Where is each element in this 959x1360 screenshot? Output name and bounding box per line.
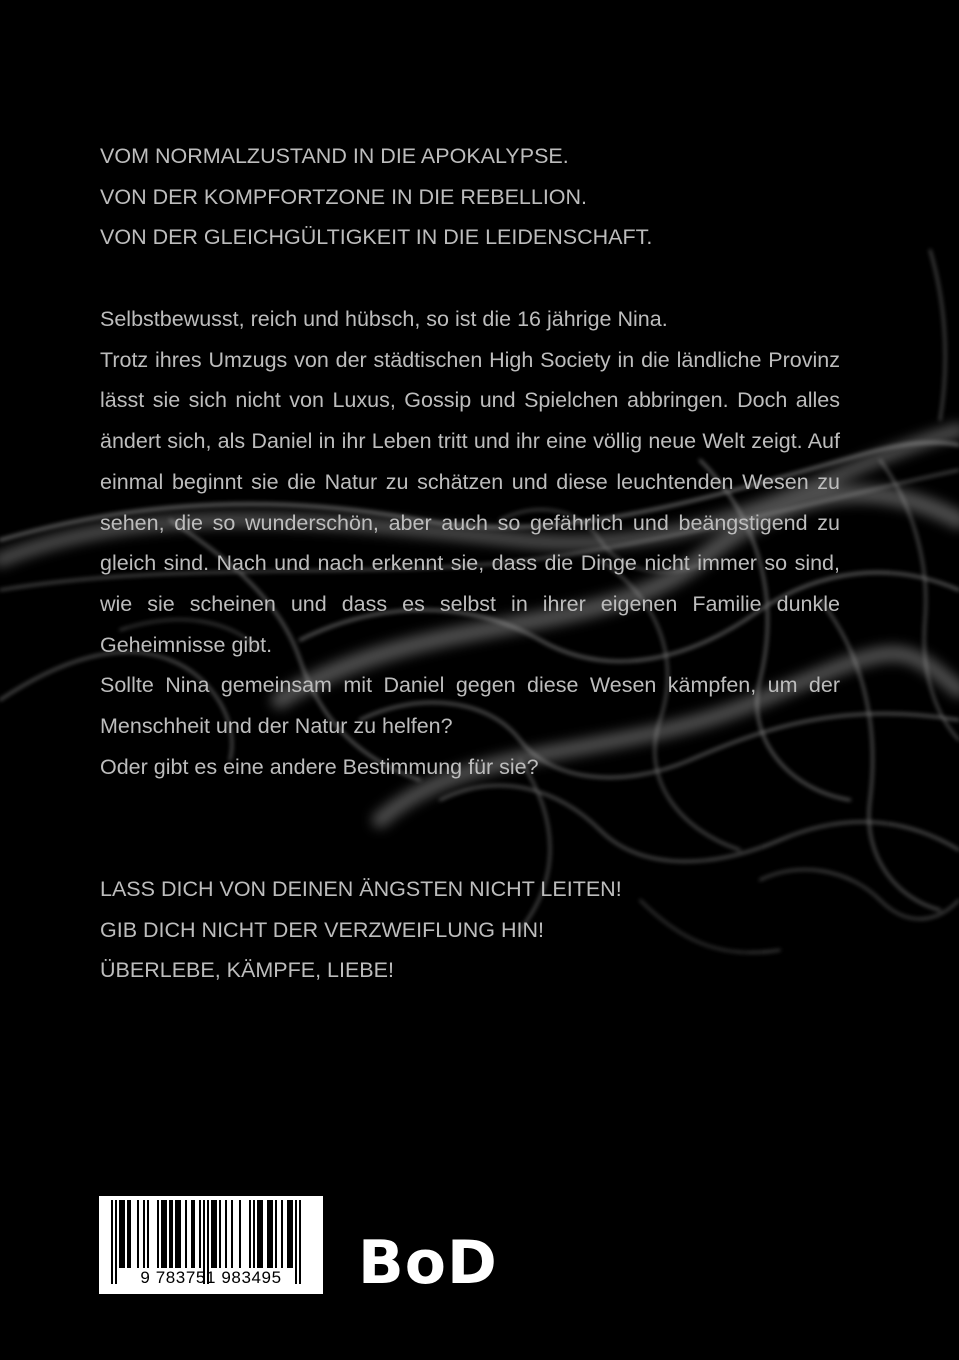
barcode-bar [161, 1200, 163, 1268]
barcode-bar [225, 1200, 227, 1268]
barcode-bar [191, 1200, 193, 1268]
slogan-line: ÜBERLEBE, KÄMPFE, LIEBE! [100, 958, 394, 983]
barcode-bar [121, 1200, 123, 1268]
barcode-bar [219, 1200, 221, 1268]
slogan-line: LASS DICH VON DEINEN ÄNGSTEN NICHT LEITEN! [100, 877, 622, 901]
barcode-bar [267, 1200, 269, 1268]
barcode-bar [163, 1200, 165, 1268]
blurb-text [100, 299, 840, 787]
isbn-number: 9 783751 983495 [140, 1268, 282, 1287]
barcode-bar [177, 1200, 179, 1268]
barcode-bar [261, 1200, 263, 1268]
barcode-bar [137, 1200, 139, 1268]
tagline-line: VON DER KOMPFORTZONE IN DIE REBELLION. [100, 184, 588, 209]
barcode-bar [257, 1200, 259, 1268]
blurb-paragraph: Selbstbewusst, reich und hübsch, so ist die 16 jährige Nina. [100, 307, 668, 331]
barcode-bar [179, 1200, 181, 1268]
barcode-bar [165, 1200, 167, 1268]
barcode-bar [129, 1200, 131, 1268]
barcode-bar [215, 1200, 217, 1268]
barcode-bar [171, 1200, 173, 1268]
blurb-paragraph: Trotz ihres Umzugs von der städtischen High Society in die ländliche Provinz lässt sie sich nicht von Luxus, Gossip und Spielchen abbringen. Doch alles ändert sich, als Daniel in ihr Leben tritt und ihr eine völlig neue Welt zeigt. Auf einmal beginnt sie die Natur zu schätzen und diese leuchtenden Wesen zu sehen, die so wunderschön, aber auch so gefährlich und beängstigend zu gleich sind. Nach und nach erkennt sie, dass die Dinge nicht immer so sind, wie sie scheinen und dass es selbst in ihrer eigenen Familie dunkle Geheimnisse gibt. [100, 347, 840, 657]
barcode-bar [119, 1200, 121, 1268]
barcode-bar [147, 1200, 149, 1268]
isbn-barcode [99, 1196, 323, 1294]
barcode-bar [269, 1200, 271, 1268]
barcode-bar [249, 1200, 251, 1268]
barcode-bar [213, 1200, 215, 1268]
barcode-bar [239, 1200, 241, 1268]
barcode-bar [143, 1200, 145, 1268]
tagline [100, 136, 840, 258]
tagline-line: VON DER GLEICHGÜLTIGKEIT IN DIE LEIDENSCHAFT. [100, 225, 653, 250]
barcode-bar [259, 1200, 261, 1268]
barcode-bar [199, 1200, 201, 1268]
barcode-bar [175, 1200, 177, 1268]
blurb-paragraph: Oder gibt es eine andere Bestimmung für sie? [100, 754, 539, 779]
barcode-bar [127, 1200, 129, 1268]
barcode-bar [211, 1200, 213, 1268]
barcode-bar [253, 1200, 255, 1268]
barcode-bar [275, 1200, 277, 1268]
slogan-line: GIB DICH NICHT DER VERZWEIFLUNG HIN! [100, 917, 544, 942]
barcode-bar [169, 1200, 171, 1268]
barcode-bar [157, 1200, 159, 1268]
barcode-bar [291, 1200, 293, 1268]
tagline-line: VOM NORMALZUSTAND IN DIE APOKALYPSE. [100, 144, 569, 168]
blurb-paragraph: Sollte Nina gemeinsam mit Daniel gegen diese Wesen kämpfen, um der Menschheit und der Natur zu helfen? [100, 673, 840, 739]
barcode-bar [281, 1200, 283, 1268]
barcode-bar [289, 1200, 291, 1268]
barcode-bar [193, 1200, 195, 1268]
barcode-bar [287, 1200, 289, 1268]
barcode-bar [185, 1200, 187, 1268]
barcode-bar [123, 1200, 125, 1268]
slogan [100, 869, 840, 991]
barcode-bar [271, 1200, 273, 1268]
barcode-bar [231, 1200, 233, 1268]
publisher-logo: BoD [358, 1228, 498, 1298]
